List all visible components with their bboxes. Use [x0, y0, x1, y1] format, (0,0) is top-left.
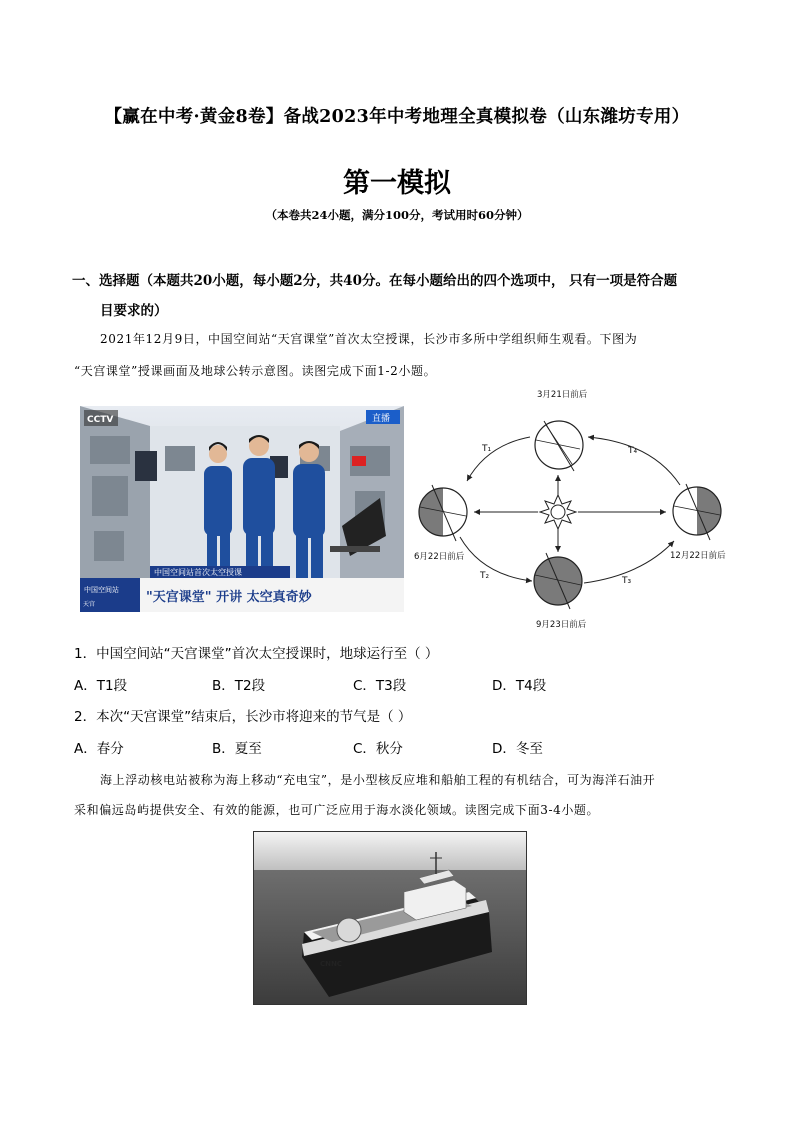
- exam-header-title: 【赢在中考·黄金8卷】备战2023年中考地理全真模拟卷（山东潍坊专用）: [104, 107, 690, 127]
- question-2-options: [0, 737, 794, 757]
- q1-option-b[interactable]: B．T2段: [212, 678, 266, 694]
- passage2-line2: 采和偏远岛屿提供安全、有效的能源，也可广泛应用于海水淡化领域。读图完成下面3-4小题。: [74, 803, 600, 817]
- q1-option-d[interactable]: D．T4段: [492, 678, 547, 694]
- tiangong-photo-illustration: [80, 406, 404, 612]
- question-2-stem: 2．本次“天宫课堂”结束后，长沙市将迎来的节气是（ ）: [74, 709, 412, 725]
- ship-hull-text: CNNC: [320, 960, 342, 968]
- label-jun22: 6月22日前后: [414, 552, 465, 562]
- q1-option-c[interactable]: C．T3段: [353, 678, 407, 694]
- sun-icon: [540, 495, 576, 529]
- earth-icon-dec22: [673, 484, 721, 540]
- ship-illustration: [254, 832, 526, 1004]
- passage1-line1: 2021年12月9日，中国空间站“天宫课堂”首次太空授课，长沙市多所中学组织师生观看。下图为: [100, 332, 638, 346]
- photo-tag-text: 中国空间站首次太空授课: [154, 568, 242, 577]
- section-heading-line2: 目要求的）: [100, 303, 168, 319]
- photo-corner-text: 天宫: [83, 601, 96, 608]
- label-t4: T₄: [628, 446, 638, 456]
- label-sep23: 9月23日前后: [536, 620, 587, 630]
- label-mar21: 3月21日前后: [537, 390, 588, 400]
- orbit-diagram-svg: [412, 385, 728, 633]
- passage1-line2: “天宫课堂”授课画面及地球公转示意图。读图完成下面1-2小题。: [74, 364, 437, 378]
- earth-icon-sep23: [534, 553, 582, 609]
- question-1-stem: 1．中国空间站“天宫课堂”首次太空授课时，地球运行至（ ）: [74, 646, 439, 662]
- passage2-line1: 海上浮动核电站被称为海上移动“充电宝”，是小型核反应堆和船舶工程的有机结合，可为海洋石油开: [100, 773, 656, 787]
- photo-logo-text: 中国空间站: [84, 586, 119, 594]
- floating-nuclear-plant-photo: [253, 831, 527, 1005]
- q1-option-a[interactable]: A．T1段: [74, 678, 128, 694]
- live-badge-text: 直播: [372, 414, 391, 424]
- exam-subtitle: （本卷共24小题，满分100分，考试用时60分钟）: [265, 208, 529, 222]
- label-t1: T₁: [482, 444, 492, 454]
- q2-option-d[interactable]: D．冬至: [492, 741, 543, 757]
- q2-option-b[interactable]: B．夏至: [212, 741, 262, 757]
- cctv-logo-text: CCTV: [87, 415, 114, 425]
- label-t2: T₂: [480, 571, 490, 581]
- photo-caption-text: "天宫课堂" 开讲 太空真奇妙: [146, 590, 312, 605]
- earth-icon-jun22: [419, 485, 467, 541]
- section-heading: [72, 266, 732, 326]
- earth-icon-mar21: [535, 421, 583, 471]
- section-heading-line1: 一、选择题（本题共20小题，每小题2分，共40分。在每小题给出的四个选项中， 只有一项是符合题: [72, 273, 678, 289]
- q2-option-c[interactable]: C．秋分: [353, 741, 403, 757]
- label-dec22: 12月22日前后: [670, 551, 726, 561]
- label-t3: T₃: [622, 576, 632, 586]
- tiangong-classroom-photo: [80, 406, 404, 612]
- question-1-options: [0, 674, 794, 694]
- q2-option-a[interactable]: A．春分: [74, 741, 124, 757]
- page-title: 第一模拟: [343, 168, 451, 199]
- earth-orbit-diagram: [412, 385, 728, 633]
